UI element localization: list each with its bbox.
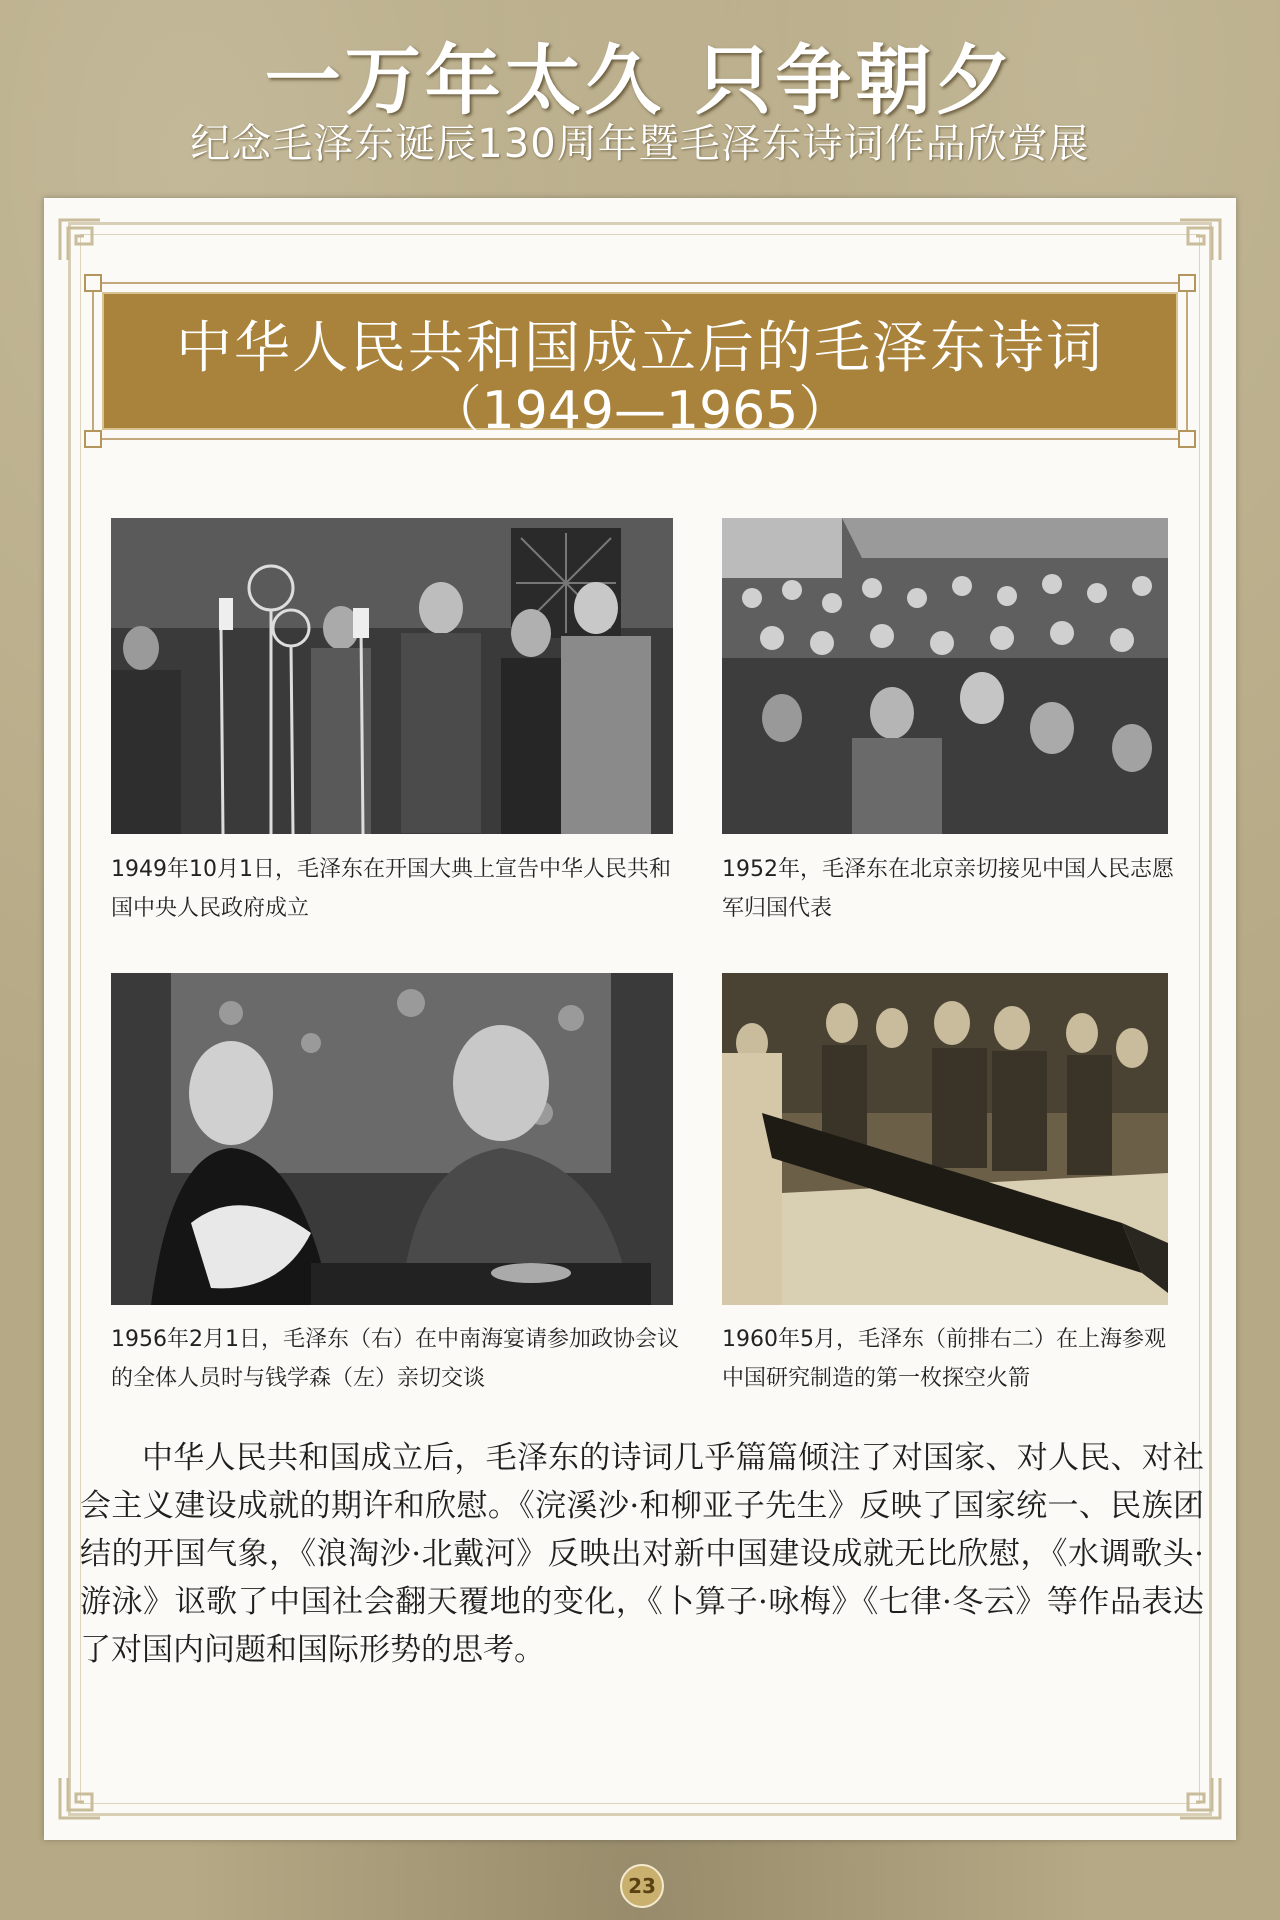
section-date-range: （1949—1965）: [429, 381, 851, 441]
page-number: 23: [620, 1864, 664, 1908]
photo-volunteer-army-reception: [722, 518, 1168, 834]
section-title-banner: [92, 282, 1188, 440]
exhibition-header: [0, 0, 1280, 200]
content-panel: [44, 198, 1236, 1840]
corner-ornament-icon: [1176, 216, 1224, 264]
photo-sounding-rocket: [722, 973, 1168, 1305]
photo-caption-4: 1960年5月，毛泽东（前排右二）在上海参观中国研究制造的第一枚探空火箭: [722, 1327, 1166, 1391]
corner-ornament-icon: [56, 1774, 104, 1822]
photo-founding-ceremony: [111, 518, 673, 834]
corner-ornament-icon: [56, 216, 104, 264]
photo-banquet-qian-xuesen: [111, 973, 673, 1305]
corner-ornament-icon: [1176, 1774, 1224, 1822]
section-description: 中华人民共和国成立后，毛泽东的诗词几乎篇篇倾注了对国家、对人民、对社会主义建设成就的期许和欣慰。《浣溪沙·和柳亚子先生》反映了国家统一、民族团结的开国气象，《浪淘沙·北戴河》反映出对新中国建设成就无比欣慰，《水调歌头·游泳》讴歌了中国社会翻天覆地的变化，《卜算子·咏梅》《七律·冬云》等作品表达了对国内问题和国际形势的思考。: [80, 1440, 1204, 1668]
exhibition-title: 一万年太久 只争朝夕: [264, 36, 1016, 125]
exhibition-subtitle: 纪念毛泽东诞辰130周年暨毛泽东诗词作品欣赏展: [190, 121, 1090, 167]
section-title: 中华人民共和国成立后的毛泽东诗词: [176, 316, 1104, 381]
photo-caption-2: 1952年，毛泽东在北京亲切接见中国人民志愿军归国代表: [722, 857, 1174, 921]
photo-caption-1: 1949年10月1日，毛泽东在开国大典上宣告中华人民共和国中央人民政府成立: [111, 857, 671, 921]
photo-caption-3: 1956年2月1日，毛泽东（右）在中南海宴请参加政协会议的全体人员时与钱学森（左）亲切交谈: [111, 1327, 679, 1391]
